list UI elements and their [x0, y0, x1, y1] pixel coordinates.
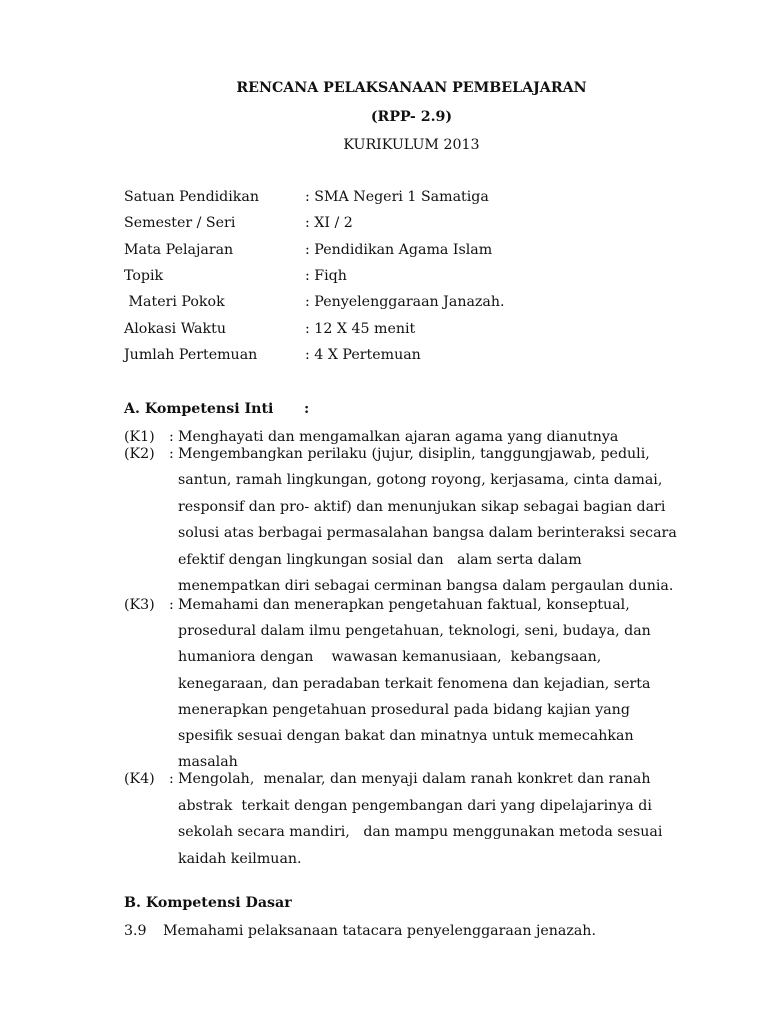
- section-a-heading: A. Kompetensi Inti: [124, 401, 274, 417]
- ki-line: kenegaraan, dan peradaban terkait fenomena dan kejadian, serta: [178, 676, 651, 692]
- identity-value: : SMA Negeri 1 Samatiga: [305, 189, 489, 205]
- identity-value: : 4 X Pertemuan: [305, 347, 421, 363]
- curriculum-label: KURIKULUM 2013: [343, 137, 480, 153]
- kd-number: 3.9: [124, 923, 147, 939]
- identity-value: : Fiqh: [305, 268, 347, 284]
- ki-line: Mengolah, menalar, dan menyaji dalam ranah konkret dan ranah: [178, 771, 651, 787]
- identity-value: : Pendidikan Agama Islam: [305, 242, 493, 258]
- ki-line: solusi atas berbagai permasalahan bangsa dalam berinteraksi secara: [178, 525, 677, 541]
- ki-line: efektif dengan lingkungan sosial dan alam serta dalam: [178, 552, 582, 568]
- identity-label: Topik: [124, 268, 164, 284]
- identity-label: Semester / Seri: [124, 215, 236, 231]
- ki-line: responsif dan pro- aktif) dan menunjukan sikap sebagai bagian dari: [178, 499, 666, 515]
- identity-label: Jumlah Pertemuan: [124, 347, 258, 363]
- ki-colon: :: [169, 597, 174, 613]
- ki-line: humaniora dengan wawasan kemanusiaan, kebangsaan,: [178, 649, 602, 665]
- ki-line: abstrak terkait dengan pengembangan dari yang dipelajarinya di: [178, 798, 652, 814]
- identity-label: Alokasi Waktu: [124, 321, 226, 337]
- identity-value: : XI / 2: [305, 215, 353, 231]
- kd-text: Memahami pelaksanaan tatacara penyelenggaraan jenazah.: [163, 923, 596, 939]
- ki-line: Mengembangkan perilaku (jujur, disiplin, tanggungjawab, peduli,: [178, 446, 650, 462]
- ki-code: (K2): [124, 446, 155, 462]
- identity-value: : 12 X 45 menit: [305, 321, 416, 337]
- ki-line: santun, ramah lingkungan, gotong royong, kerjasama, cinta damai,: [178, 472, 663, 488]
- ki-line: kaidah keilmuan.: [178, 851, 302, 867]
- ki-code: (K4): [124, 771, 155, 787]
- ki-colon: :: [169, 429, 174, 445]
- identity-value: : Penyelenggaraan Janazah.: [305, 294, 505, 310]
- ki-colon: :: [169, 446, 174, 462]
- ki-line: masalah: [178, 754, 238, 770]
- ki-code: (K1): [124, 429, 155, 445]
- ki-line: Menghayati dan mengamalkan ajaran agama yang dianutnya: [178, 429, 619, 445]
- ki-line: Memahami dan menerapkan pengetahuan faktual, konseptual,: [178, 597, 630, 613]
- ki-colon: :: [169, 771, 174, 787]
- identity-label: Mata Pelajaran: [124, 242, 234, 258]
- identity-label: Materi Pokok: [124, 294, 225, 310]
- ki-line: menempatkan diri sebagai cerminan bangsa dalam pergaulan dunia.: [178, 578, 674, 594]
- ki-line: sekolah secara mandiri, dan mampu menggunakan metoda sesuai: [178, 824, 663, 840]
- section-b-heading: B. Kompetensi Dasar: [124, 895, 292, 911]
- rpp-code: (RPP- 2.9): [370, 109, 453, 125]
- ki-line: spesifik sesuai dengan bakat dan minatnya untuk memecahkan: [178, 728, 634, 744]
- ki-code: (K3): [124, 597, 155, 613]
- ki-line: prosedural dalam ilmu pengetahuan, teknologi, seni, budaya, dan: [178, 623, 651, 639]
- document-title: RENCANA PELAKSANAAN PEMBELAJARAN: [236, 80, 587, 96]
- ki-line: menerapkan pengetahuan prosedural pada bidang kajian yang: [178, 702, 630, 718]
- section-a-colon: :: [304, 401, 310, 417]
- identity-label: Satuan Pendidikan: [124, 189, 259, 205]
